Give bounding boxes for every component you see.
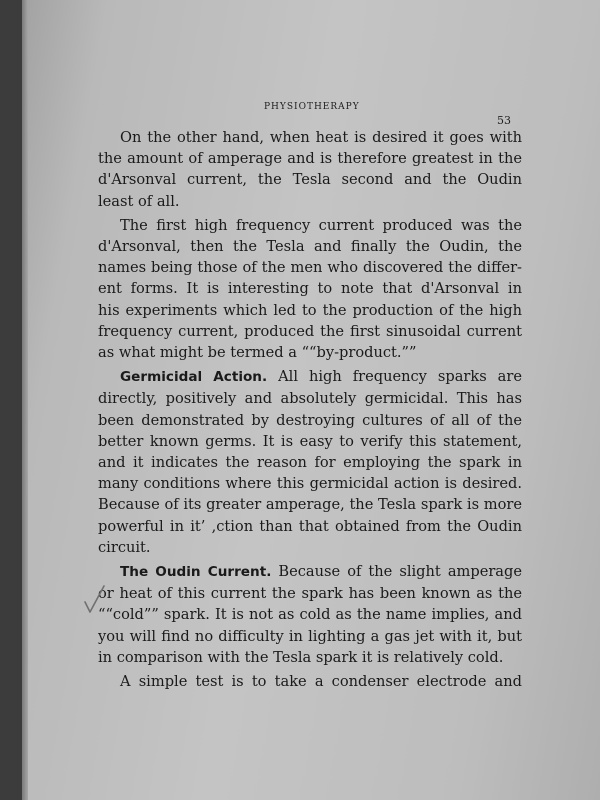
text-line: powerful in it’ ,ction than that obtained from the Oudin <box>98 517 522 535</box>
text-line: and it indicates the reason for employing the spark in <box>98 454 522 472</box>
text-line: d'Arsonval, then the Tesla and finally the Oudin, the <box>98 238 522 256</box>
paragraph-oudin-current <box>98 561 522 668</box>
pencil-checkmark-icon <box>84 585 106 615</box>
text-line: The first high frequency current produced was the <box>120 216 522 234</box>
paragraph-germicidal-action <box>98 366 522 558</box>
text-line: ““cold”” spark. It is not as cold as the name implies, and <box>98 606 522 624</box>
text-line: least of all. <box>98 192 180 210</box>
text-line: directly, positively and absolutely germicidal. This has <box>98 390 522 408</box>
text-line: frequency current, produced the first sinusoidal current <box>98 322 522 340</box>
text-line-rest: Because of the slight amperage <box>271 563 522 581</box>
text-line: On the other hand, when heat is desired it goes with <box>120 129 522 146</box>
text-line <box>98 561 522 583</box>
book-page <box>22 0 600 800</box>
running-header: PHYSIOTHERAPY <box>264 102 360 112</box>
text-line: ent forms. It is interesting to note that d'Arsonval in <box>98 280 522 298</box>
text-line <box>98 366 522 388</box>
text-line: circuit. <box>98 538 151 556</box>
text-line: his experiments which led to the production of the high <box>98 301 522 319</box>
section-heading-oudin: The Oudin Current. <box>120 564 272 581</box>
body-text <box>98 127 522 695</box>
text-line: better known germs. It is easy to verify this statement, <box>98 432 522 450</box>
text-line: the amount of amperage and is therefore greatest in the <box>98 150 522 168</box>
paragraph-simple-test <box>98 671 522 692</box>
page-gutter-edge <box>22 0 28 800</box>
text-line: Because of its greater amperage, the Tesla spark is more <box>98 496 522 514</box>
paragraph-heat <box>98 127 522 212</box>
text-line: as what might be termed a ““by-product.”” <box>98 344 417 362</box>
text-line-rest: All high frequency sparks are <box>267 368 522 386</box>
text-line: names being those of the men who discovered the differ- <box>98 259 522 277</box>
text-line: A simple test is to take a condenser electrode and <box>120 673 522 691</box>
text-line: d'Arsonval current, the Tesla second and the Oudin <box>98 171 522 189</box>
page-number: 53 <box>497 114 511 127</box>
paragraph-history <box>98 215 522 363</box>
text-line: in comparison with the Tesla spark it is relatively cold. <box>98 648 504 666</box>
text-line: many conditions where this germicidal action is desired. <box>98 475 522 493</box>
text-line: you will find no difficulty in lighting a gas jet with it, but <box>98 627 522 645</box>
text-line: been demonstrated by destroying cultures of all of the <box>98 411 522 429</box>
section-heading-germicidal: Germicidal Action. <box>120 369 268 386</box>
text-line: or heat of this current the spark has been known as the <box>98 585 522 603</box>
